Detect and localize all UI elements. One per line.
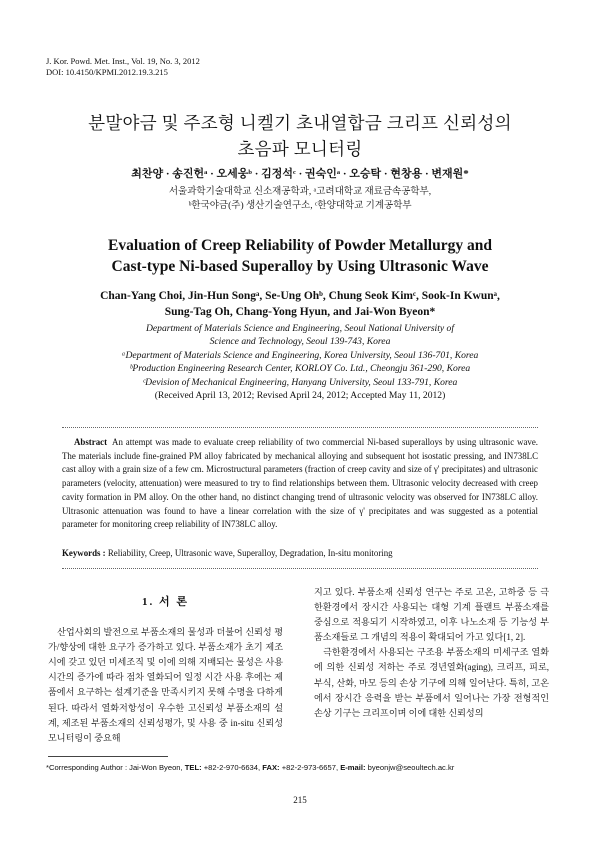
english-authors-line-1: Chan-Yang Choi, Jin-Hun Songᵃ, Se-Ung Ohᵇ, Chung Seok Kimᶜ, Sook-In Kwunᵃ, — [100, 290, 500, 302]
korean-title — [0, 110, 600, 162]
intro-paragraph-left: 산업사회의 발전으로 부품소재의 물성과 더불어 신뢰성 평가/향상에 대한 요구가 증가하고 있다. 부품소재가 초기 제조 시에 갖고 있던 미세조직 및 이에 의해 지배되는 물성은 사용시간의 증가에 따라 점차 열화되어 일정 시간 사용 후에는 제품에서 요구하는 설계기준을 만족시키지 못해 수명을 다하게 된다. 따라서 열화저항성이 우수한 고신뢰성 부품소재의 설계, 제조된 부품소재의 신뢰성평가, 및 사용 중 in-situ 신뢰성 모니터링이 중요해 — [48, 627, 283, 743]
english-title-line-1: Evaluation of Creep Reliability of Powder Metallurgy and — [108, 237, 492, 254]
english-affiliation-line-1: Department of Materials Science and Engineering, Seoul National University of — [145, 323, 454, 334]
english-authors-line-2: Sung-Tag Oh, Chang-Yong Hyun, and Jai-Won Byeon* — [164, 306, 436, 318]
journal-header — [46, 56, 200, 78]
corresponding-author-footnote — [46, 763, 454, 773]
abstract-top-divider — [62, 427, 538, 428]
english-affiliation-line-5: ᶜDevision of Mechanical Engineering, Hanyang University, Seoul 133-791, Korea — [142, 376, 458, 388]
doi-line: DOI: 10.4150/KPMI.2012.19.3.215 — [46, 67, 168, 77]
english-authors — [0, 288, 600, 320]
abstract-text: An attempt was made to evaluate creep reliability of two commercial Ni-based superalloys by using ultrasonic wave. The materials include fine-grained PM alloy fabricated by mechanical alloying and subsequent hot isostatic pressing, and IN738LC cast alloy with a grain size of a few cm. Microstructural parameters (fraction of creep cavity and size of γ' precipitates) and ultrasonic parameters (velocity, attenuation) were measured to try to find relationships between them. Ultrasonic velocity decreased with creep cavity formation in PM alloy. On the other hand, no distinct changing trend of ultrasonic velocity was observed for IN738LC alloy. Ultrasonic attenuation was found to have a linear correlation with the size of γ' precipitates and was suggested as a potential parameter for monitoring creep reliability of IN738LC alloy. — [62, 437, 538, 530]
english-affiliation-line-2: Science and Technology, Seoul 139-743, Korea — [209, 336, 391, 348]
abstract-label: Abstract — [74, 437, 108, 447]
footnote-lead: *Corresponding Author : Jai-Won Byeon, — [46, 763, 183, 772]
left-column — [48, 585, 283, 746]
footnote-divider — [48, 756, 168, 757]
abstract-block — [62, 436, 538, 532]
korean-authors: 최찬양 · 송진헌ᵃ · 오세웅ᵇ · 김정석ᶜ · 권숙인ᵃ · 오승탁 · 현창용 · 변재원* — [131, 168, 469, 180]
footnote-fax-label: FAX: — [262, 763, 280, 772]
intro-paragraph-right-2: 극한환경에서 사용되는 구조용 부품소재의 미세구조 열화에 의한 신뢰성 저하는 주로 경년열화(aging), 크리프, 피로, 부식, 산화, 마모 등의 손상 기구에 의해 일어난다. 특히, 고온에서 장시간 응력을 받는 부품에서 일어나는 가장 전형적인 손상 기구는 크리프이며 이에 대한 신뢰성의 — [314, 647, 549, 718]
korean-affiliation-line-1: 서울과학기술대학교 신소재공학과, ᵃ고려대학교 재료금속공학부, — [168, 187, 432, 197]
keywords-block — [62, 547, 538, 559]
section-heading-introduction: 1. 서 론 — [141, 596, 189, 608]
received-dates: (Received April 13, 2012; Revised April 24, 2012; Accepted May 11, 2012) — [154, 390, 446, 402]
korean-title-line-1: 분말야금 및 주조형 니켈기 초내열합금 크리프 신뢰성의 — [88, 113, 512, 133]
english-affiliation-line-4: ᵇProduction Engineering Research Center, KORLOY Co. Ltd., Cheongju 361-290, Korea — [129, 363, 471, 375]
korean-affiliation-line-2: ᵇ한국야금(주) 생산기술연구소, ᶜ한양대학교 기계공학부 — [188, 201, 412, 211]
journal-citation: J. Kor. Powd. Met. Inst., Vol. 19, No. 3, 2012 — [46, 56, 200, 66]
intro-paragraph-right-1: 지고 있다. 부품소재 신뢰성 연구는 주로 고온, 고하중 등 극한환경에서 장시간 사용되는 대형 기계 플랜트 부품소재를 중심으로 적용되기 시작하였고, 이후 나노소재 등 기능성 부품소재들로 그 개념의 적용이 확대되어 가고 있다[1, 2]. — [314, 587, 549, 643]
english-title — [0, 235, 600, 277]
footnote-fax: +82-2-973-6657, — [281, 763, 339, 772]
footnote-tel-label: TEL: — [184, 763, 202, 772]
footnote-email: byeonjw@seoultech.ac.kr — [367, 763, 455, 772]
english-title-line-2: Cast-type Ni-based Superalloy by Using Ultrasonic Wave — [111, 258, 489, 275]
keywords-label: Keywords : — [62, 548, 106, 558]
keywords-text: Reliability, Creep, Ultrasonic wave, Superalloy, Degradation, In-situ monitoring — [107, 548, 393, 558]
english-affiliation-line-3: ᵃDepartment of Materials Science and Engineering, Korea University, Seoul 136-701, Korea — [121, 349, 479, 361]
right-column — [314, 585, 549, 721]
korean-affiliations — [0, 185, 600, 213]
footnote-tel: +82-2-970-6634, — [203, 763, 261, 772]
korean-title-line-2: 초음파 모니터링 — [237, 139, 363, 159]
abstract-bottom-divider — [62, 568, 538, 569]
footnote-email-label: E-mail: — [340, 763, 366, 772]
english-affiliations — [0, 322, 600, 402]
page-number: 215 — [293, 795, 307, 805]
